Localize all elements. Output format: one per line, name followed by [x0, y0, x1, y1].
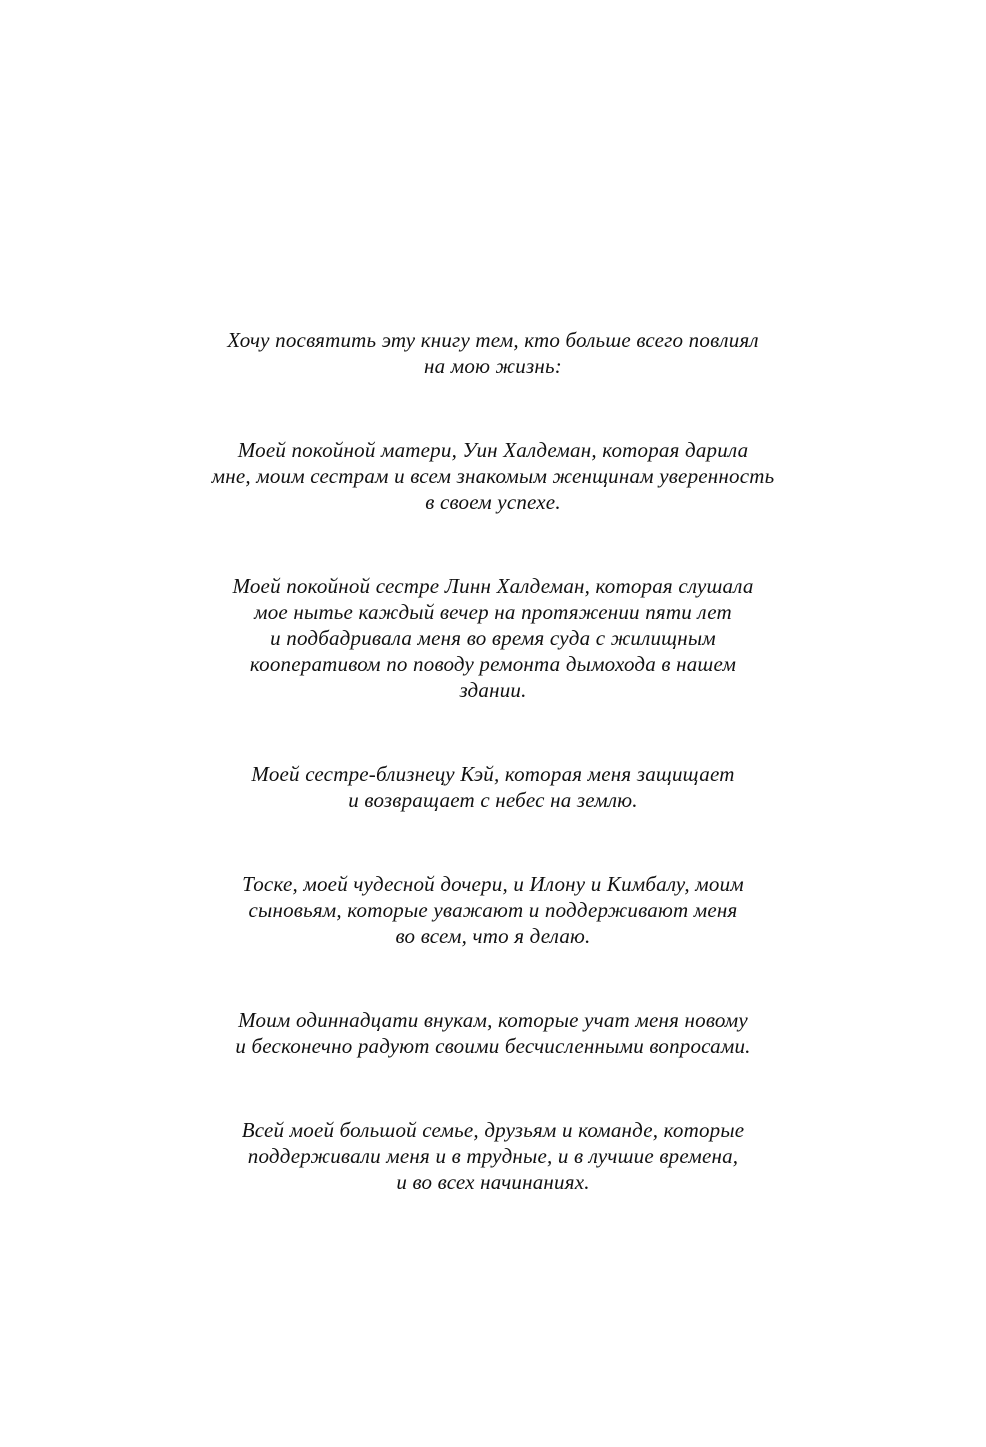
text-line: мое нытье каждый вечер на протяжении пяти лет: [254, 600, 732, 624]
dedication-paragraph-twin-kaye: [0, 761, 986, 813]
text-line: в своем успехе.: [425, 490, 561, 514]
text-line: кооперативом по поводу ремонта дымохода в нашем: [249, 652, 737, 676]
text-line: поддерживали меня и в трудные, и в лучшие времена,: [247, 1144, 739, 1168]
text-line: Хочу посвятить эту книгу тем, кто больше всего повлиял: [227, 328, 759, 352]
text-line: Моей сестре-близнецу Кэй, которая меня защищает: [251, 762, 735, 786]
dedication-paragraph-family: [0, 1117, 986, 1195]
text-line: на мою жизнь:: [424, 354, 562, 378]
text-line: во всем, что я делаю.: [395, 924, 591, 948]
text-line: Моей покойной матери, Уин Халдеман, которая дарила: [237, 438, 749, 462]
text-line: и возвращает с небес на землю.: [348, 788, 638, 812]
dedication-paragraph-sister-lynn: [0, 573, 986, 703]
text-line: здании.: [459, 678, 527, 702]
text-line: и бесконечно радуют своими бесчисленными вопросами.: [235, 1034, 751, 1058]
text-line: Моей покойной сестре Линн Халдеман, которая слушала: [232, 574, 754, 598]
text-line: Моим одиннадцати внукам, которые учат меня новому: [238, 1008, 748, 1032]
dedication-paragraph-mother: [0, 437, 986, 515]
dedication-paragraph-children: [0, 871, 986, 949]
text-line: Всей моей большой семье, друзьям и команде, которые: [241, 1118, 745, 1142]
text-line: и во всех начинаниях.: [396, 1170, 590, 1194]
dedication-paragraph-intro: [0, 327, 986, 379]
dedication-paragraph-grandchildren: [0, 1007, 986, 1059]
text-line: сыновьям, которые уважают и поддерживают меня: [248, 898, 738, 922]
dedication-text: [0, 327, 986, 1195]
text-line: мне, моим сестрам и всем знакомым женщинам уверенность: [211, 464, 775, 488]
text-line: и подбадривала меня во время суда с жилищным: [270, 626, 716, 650]
text-line: Тоске, моей чудесной дочери, и Илону и Кимбалу, моим: [242, 872, 744, 896]
